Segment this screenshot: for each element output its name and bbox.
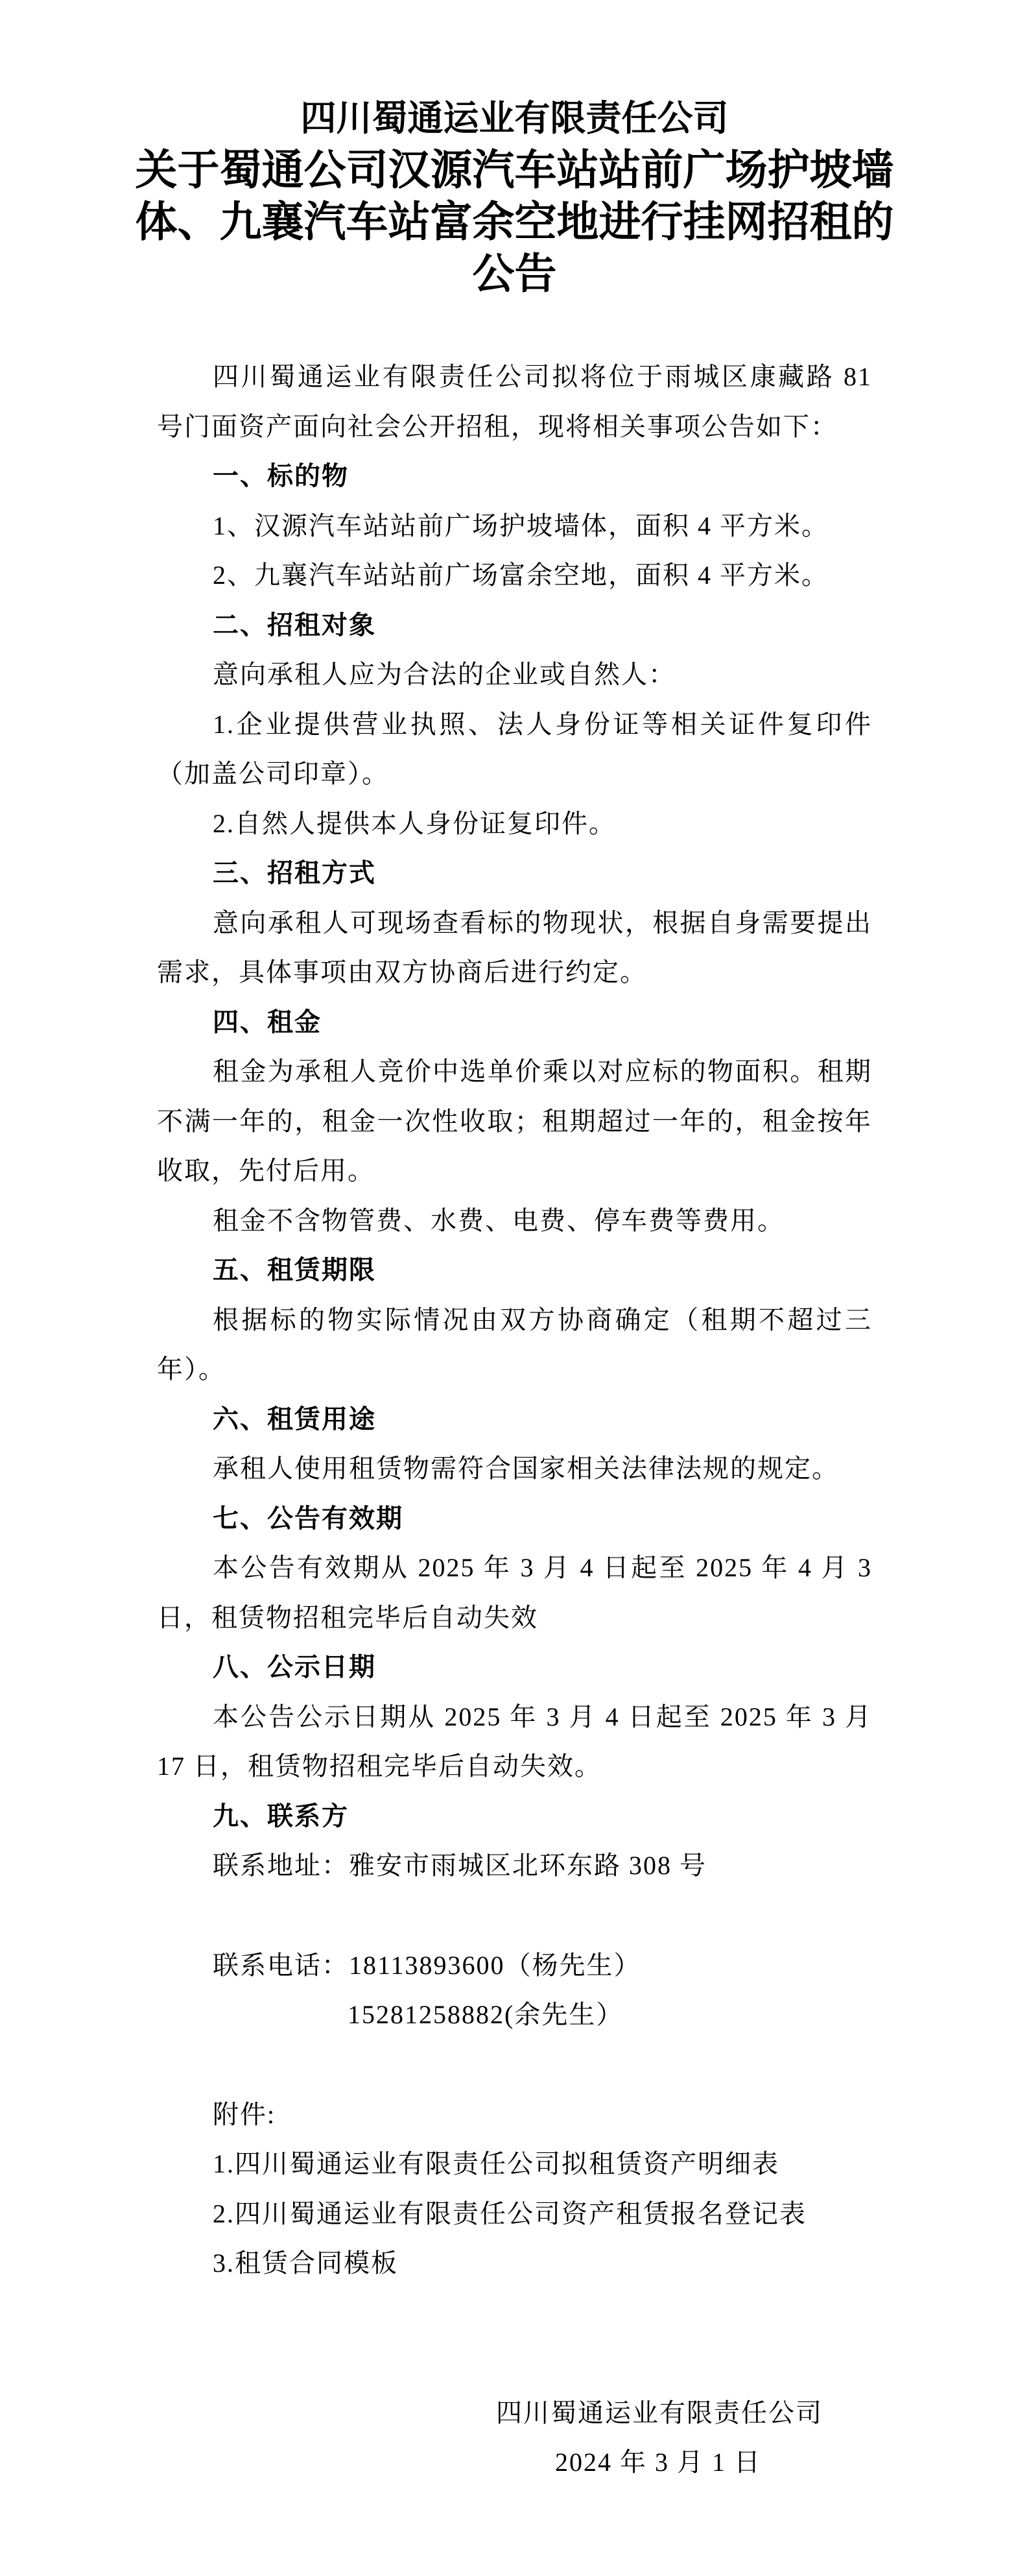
section-heading: 八、公示日期 [213, 1653, 376, 1681]
section-heading: 四、租金 [213, 1007, 322, 1037]
section-heading: 五、租赁期限 [213, 1256, 376, 1284]
phone-line-1: 联系电话：18113893600（杨先生） [213, 1950, 641, 1980]
blank-line [157, 2040, 872, 2090]
attachments-label: 附件: [213, 2099, 276, 2129]
attachment-item: 2.四川蜀通运业有限责任公司资产租赁报名登记表 [213, 2198, 807, 2228]
title-line: 四川蜀通运业有限责任公司 [300, 99, 729, 138]
attachment-item: 1.四川蜀通运业有限责任公司拟租赁资产明细表 [213, 2149, 779, 2178]
document-title [127, 93, 902, 300]
signature-company: 四川蜀通运业有限责任公司 [496, 2398, 823, 2427]
signature-date: 2024 年 3 月 1 日 [555, 2448, 761, 2477]
blank-line [157, 2289, 872, 2339]
section-paragraph: 1.企业提供营业执照、法人身份证等相关证件复印件（加盖公司印章）。 [157, 709, 872, 788]
section-paragraph: 本公告有效期从 2025 年 3 月 4 日起至 2025 年 4 月 3 日，租赁物招租完毕后自动失效 [157, 1553, 872, 1632]
section-heading: 六、租赁用途 [213, 1404, 376, 1434]
section-heading: 一、标的物 [213, 462, 349, 490]
section-paragraph: 承租人使用租赁物需符合国家相关法律法规的规定。 [213, 1454, 839, 1483]
section-paragraph: 意向承租人应为合法的企业或自然人： [213, 660, 676, 689]
title-line: 体、九襄汽车站富余空地进行挂网招租的 [135, 199, 894, 246]
section-paragraph: 租金不含物管费、水费、电费、停车费等费用。 [213, 1205, 785, 1235]
section-paragraph: 2.自然人提供本人身份证复印件。 [213, 808, 616, 838]
attachment-item: 3.租赁合同模板 [213, 2248, 398, 2278]
blank-line [157, 2339, 872, 2389]
section-heading: 二、招租对象 [213, 610, 376, 640]
section-heading: 九、联系方 [213, 1801, 349, 1831]
title-line: 公告 [472, 251, 557, 298]
document-body [157, 352, 872, 2488]
section-paragraph: 联系地址：雅安市雨城区北环东路 308 号 [213, 1851, 707, 1880]
signature-block [496, 2389, 823, 2488]
title-line: 关于蜀通公司汉源汽车站站前广场护坡墙 [135, 147, 894, 194]
section-paragraph: 2、九襄汽车站站前广场富余空地，面积 4 平方米。 [213, 560, 829, 590]
section-heading: 七、公告有效期 [213, 1504, 403, 1533]
sections-container [157, 451, 872, 1891]
section-paragraph: 1、汉源汽车站站前广场护坡墙体，面积 4 平方米。 [213, 511, 829, 540]
section-paragraph: 本公告公示日期从 2025 年 3 月 4 日起至 2025 年 3 月 17 日，租赁物招租完毕后自动失效。 [157, 1702, 872, 1781]
blank-line [157, 1891, 872, 1941]
phone-line-2: 15281258882(余先生） [348, 2000, 624, 2029]
section-heading: 三、招租方式 [213, 859, 376, 887]
section-paragraph: 根据标的物实际情况由双方协商确定（租期不超过三年）。 [157, 1305, 872, 1384]
section-paragraph: 意向承租人可现场查看标的物现状，根据自身需要提出需求，具体事项由双方协商后进行约定。 [157, 908, 872, 987]
section-paragraph: 租金为承租人竞价中选单价乘以对应标的物面积。租期不满一年的，租金一次性收取；租期超过一年的，租金按年收取，先付后用。 [157, 1057, 872, 1185]
intro-paragraph: 四川蜀通运业有限责任公司拟将位于雨城区康藏路 81 号门面资产面向社会公开招租，现将相关事项公告如下： [157, 362, 872, 441]
